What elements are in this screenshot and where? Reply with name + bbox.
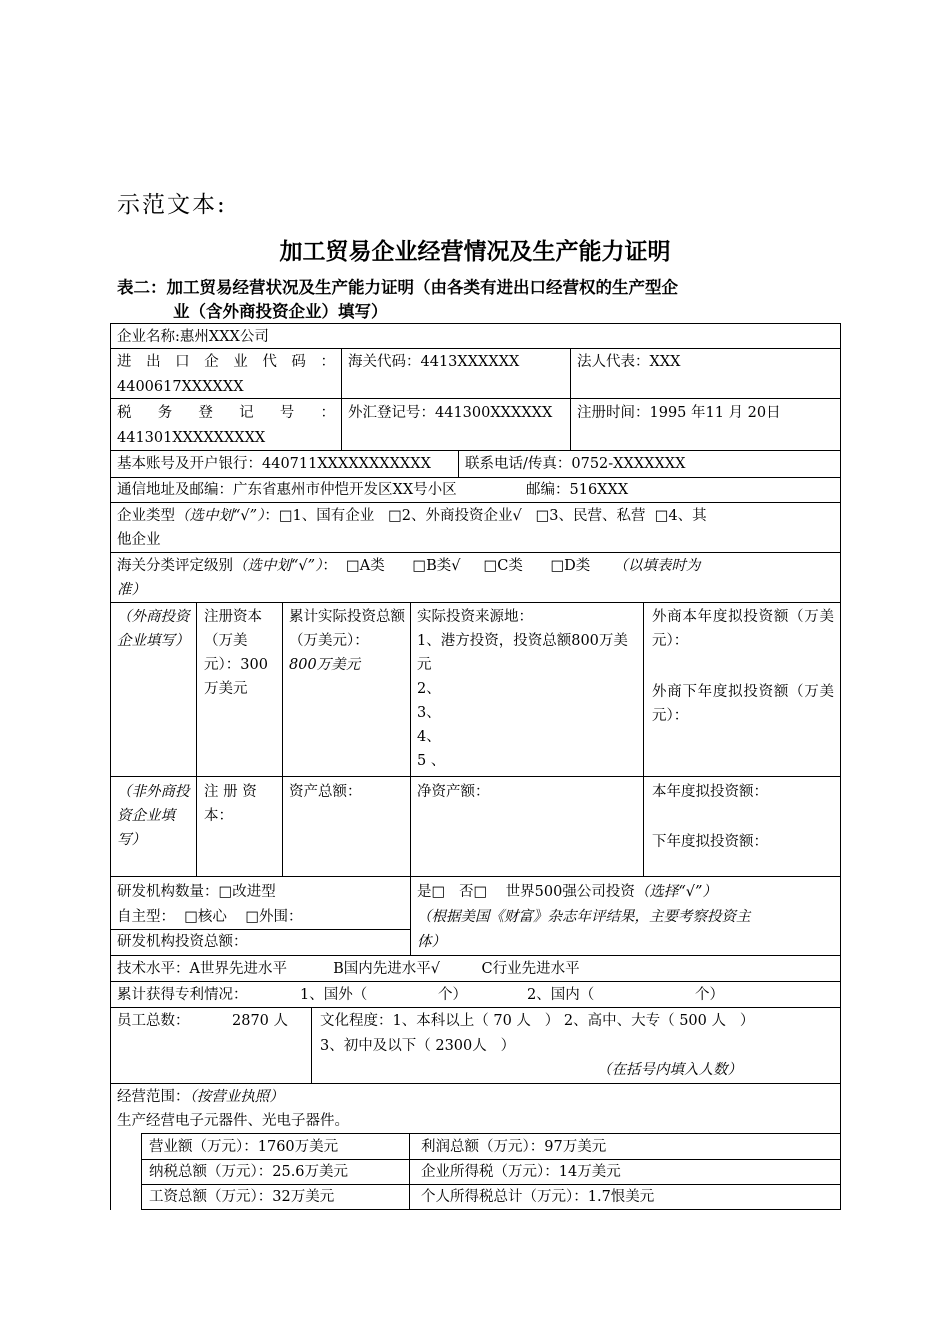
- legal-representative: 法人代表：XXX: [577, 354, 681, 370]
- row-divider: [110, 955, 840, 956]
- cumulative-investment: [289, 605, 405, 677]
- fortune500-note-cont: 体）: [417, 934, 446, 950]
- enterprise-type-label: 企业类型: [117, 508, 175, 524]
- customs-class-b[interactable]: □B类√: [412, 558, 461, 574]
- phone-fax: 联系电话/传真：0752-XXXXXXX: [465, 456, 686, 472]
- enterprise-type-option-other-cont: 他企业: [117, 532, 161, 548]
- col-divider: [458, 450, 459, 477]
- customs-class-d[interactable]: □D类: [550, 558, 591, 574]
- col-divider: [141, 1133, 142, 1210]
- education-junior-count: 2300人: [435, 1038, 487, 1054]
- fortune500-hint: （选择“√”）: [634, 884, 717, 900]
- cumulative-investment-value: 800万美元: [289, 657, 361, 673]
- col-divider: [196, 602, 197, 876]
- tax-registration-label: 税 务 登 记 号 ：: [117, 405, 335, 421]
- education-junior-close: ）: [500, 1038, 516, 1054]
- fortune500-label: 世界500强公司投资: [505, 884, 635, 900]
- page-title: 加工贸易企业经营情况及生产能力证明: [279, 239, 671, 265]
- address-label: 通信地址及邮编：: [117, 482, 233, 498]
- row-divider: [110, 981, 840, 982]
- education-row-1: [320, 1009, 754, 1033]
- domestic-plan-this-year: 本年度拟投资额：: [652, 784, 768, 800]
- investment-source-label: 实际投资来源地：: [417, 609, 533, 625]
- tech-level-row: [117, 957, 580, 981]
- fortune500-row: [417, 880, 717, 904]
- enterprise-type-option-state[interactable]: □1、国有企业: [278, 508, 375, 524]
- patents-domestic: 2、国内（: [527, 987, 595, 1003]
- demo-label: 示范文本:: [117, 192, 227, 218]
- row-divider: [110, 323, 840, 324]
- row-divider: [110, 1083, 840, 1084]
- customs-class-note: （以填表时为: [613, 558, 701, 574]
- business-scope-row: [117, 1085, 284, 1109]
- forex-registration: 外汇登记号：441300XXXXXX: [348, 405, 553, 421]
- education-bachelor-label: 文化程度：1、本科以上（: [320, 1013, 489, 1029]
- rnd-peripheral-checkbox[interactable]: □外围：: [245, 909, 303, 925]
- fortune500-no[interactable]: 否□: [459, 884, 488, 900]
- fortune500-yes[interactable]: 是□: [417, 884, 446, 900]
- row-divider: [110, 450, 840, 451]
- finance-profit: 利润总额（万元）：97万美元: [421, 1139, 607, 1155]
- row-divider: [141, 1133, 840, 1134]
- col-divider: [282, 602, 283, 876]
- postcode: 邮编：516XXX: [526, 482, 629, 498]
- col-divider: [409, 1133, 410, 1210]
- education-college-count: 500 人: [679, 1013, 726, 1029]
- finance-revenue: 营业额（万元）：1760万美元: [149, 1139, 339, 1155]
- customs-code: 海关代码：4413XXXXXX: [348, 354, 520, 370]
- customs-class-row: [117, 554, 700, 578]
- investment-source-1: 1、港方投资，投资总额800万美元: [417, 633, 628, 673]
- education-college-label: ） 2、高中、大专（: [544, 1013, 675, 1029]
- subtitle-line-2: 业（含外商投资企业）填写）: [173, 302, 388, 321]
- employees-label: 员工总数：: [117, 1013, 190, 1029]
- row-divider: [110, 502, 840, 503]
- investment-source-5: 5 、: [417, 753, 446, 769]
- customs-class-a[interactable]: □A类: [346, 558, 385, 574]
- education-junior-label: 3、初中及以下（: [320, 1038, 431, 1054]
- tech-level-c[interactable]: C行业先进水平: [481, 961, 580, 977]
- enterprise-type-option-private[interactable]: □3、民营、私营: [535, 508, 646, 524]
- table-border-left: [110, 323, 111, 1210]
- customs-class-note-cont: 准）: [117, 582, 146, 598]
- tax-registration-value: 441301XXXXXXXXX: [117, 430, 266, 446]
- subtitle-line-1: 表二：加工贸易经营状况及生产能力证明（由各类有进出口经营权的生产型企: [117, 278, 678, 297]
- col-divider: [570, 348, 571, 450]
- customs-class-label: 海关分类评定级别: [117, 558, 233, 574]
- rnd-self-owned: 自主型：: [117, 909, 175, 925]
- foreign-registered-capital: 注册资本（万美元）：300 万美元: [204, 609, 268, 697]
- bank-account: 基本账号及开户银行：440711XXXXXXXXXXX: [117, 456, 431, 472]
- education-close: ）: [739, 1013, 755, 1029]
- trade-code-label: 进 出 口 企 业 代 码 ：: [117, 354, 335, 370]
- domestic-plan-next-year: 下年度拟投资额：: [652, 834, 768, 850]
- investment-source-2: 2、: [417, 681, 441, 697]
- address-value: 广东省惠州市仲恺开发区XX号小区: [233, 482, 457, 498]
- investment-sources: [417, 605, 638, 773]
- finance-personal-tax: 个人所得税总计（万元）：1.7恨美元: [421, 1189, 655, 1205]
- foreign-plan-next-year: 外商下年度拟投资额（万美元）：: [652, 684, 834, 724]
- company-name: 企业名称:惠州XXX公司: [117, 329, 269, 345]
- row-divider: [110, 602, 840, 603]
- education-note: （在括号内填入人数）: [597, 1062, 742, 1078]
- enterprise-type-option-foreign[interactable]: □2、外商投资企业√: [388, 508, 522, 524]
- domestic-section-note: （非外商投资企业填写）: [117, 784, 190, 848]
- education-row-2: [320, 1034, 515, 1058]
- enterprise-type-row: [117, 504, 707, 528]
- finance-tax-total: 纳税总额（万元）：25.6万美元: [149, 1164, 349, 1180]
- foreign-plan-this-year: 外商本年度拟投资额（万美元）：: [652, 609, 834, 649]
- domestic-net-assets: 净资产额：: [417, 784, 490, 800]
- col-divider: [410, 602, 411, 876]
- table-border-right: [840, 323, 841, 1210]
- business-scope-label: 经营范围：: [117, 1089, 190, 1105]
- row-divider: [141, 1209, 840, 1210]
- patents-foreign: 1、国外（: [300, 987, 368, 1003]
- cumulative-investment-label: 累计实际投资总额（万美元）：: [289, 609, 405, 649]
- rnd-investment: 研发机构投资总额：: [117, 934, 248, 950]
- registration-date: 注册时间：1995 年11 月 20日: [577, 405, 781, 421]
- customs-class-colon: ：: [322, 558, 337, 574]
- col-divider: [311, 1007, 312, 1083]
- rnd-count: 研发机构数量：□改进型: [117, 884, 276, 900]
- row-divider: [110, 552, 840, 553]
- business-scope-hint: （按营业执照）: [189, 1089, 284, 1105]
- finance-wages: 工资总额（万元）：32万美元: [149, 1189, 335, 1205]
- row-divider: [110, 1007, 840, 1008]
- enterprise-type-option-other[interactable]: □4、其: [654, 508, 707, 524]
- investment-source-3: 3、: [417, 705, 441, 721]
- trade-code-value: 4400617XXXXXX: [117, 379, 244, 395]
- patents-label: 累计获得专利情况：: [117, 987, 248, 1003]
- customs-class-c[interactable]: □C类: [483, 558, 523, 574]
- col-divider: [643, 602, 644, 876]
- business-scope-value: 生产经营电子元器件、光电子器件。: [117, 1113, 349, 1129]
- tech-level-a[interactable]: 技术水平：A世界先进水平: [117, 961, 287, 977]
- patents-domestic-close: 个）: [695, 987, 724, 1003]
- fortune500-note: （根据美国《财富》杂志年评结果，主要考察投资主: [417, 909, 751, 925]
- row-divider: [110, 876, 840, 877]
- col-divider: [410, 876, 411, 955]
- row-divider: [110, 776, 840, 777]
- tech-level-b[interactable]: B国内先进水平√: [333, 961, 440, 977]
- rnd-core-checkbox[interactable]: □核心: [184, 909, 227, 925]
- enterprise-type-colon: ：: [264, 508, 279, 524]
- finance-income-tax: 企业所得税（万元）：14万美元: [421, 1164, 621, 1180]
- col-divider: [341, 348, 342, 450]
- customs-class-hint: （选中划“√”）: [233, 558, 323, 574]
- patents-foreign-close: 个）: [438, 987, 467, 1003]
- domestic-total-assets: 资产总额：: [289, 784, 362, 800]
- enterprise-type-hint: （选中划“√”）: [175, 508, 265, 524]
- domestic-registered-capital: 注 册 资 本：: [204, 784, 257, 824]
- investment-source-4: 4、: [417, 729, 441, 745]
- employees-value: 2870 人: [232, 1013, 289, 1029]
- rnd-type-row: [117, 905, 303, 929]
- foreign-section-note: （外商投资企业填写）: [117, 609, 190, 649]
- education-bachelor-count: 70 人: [493, 1013, 531, 1029]
